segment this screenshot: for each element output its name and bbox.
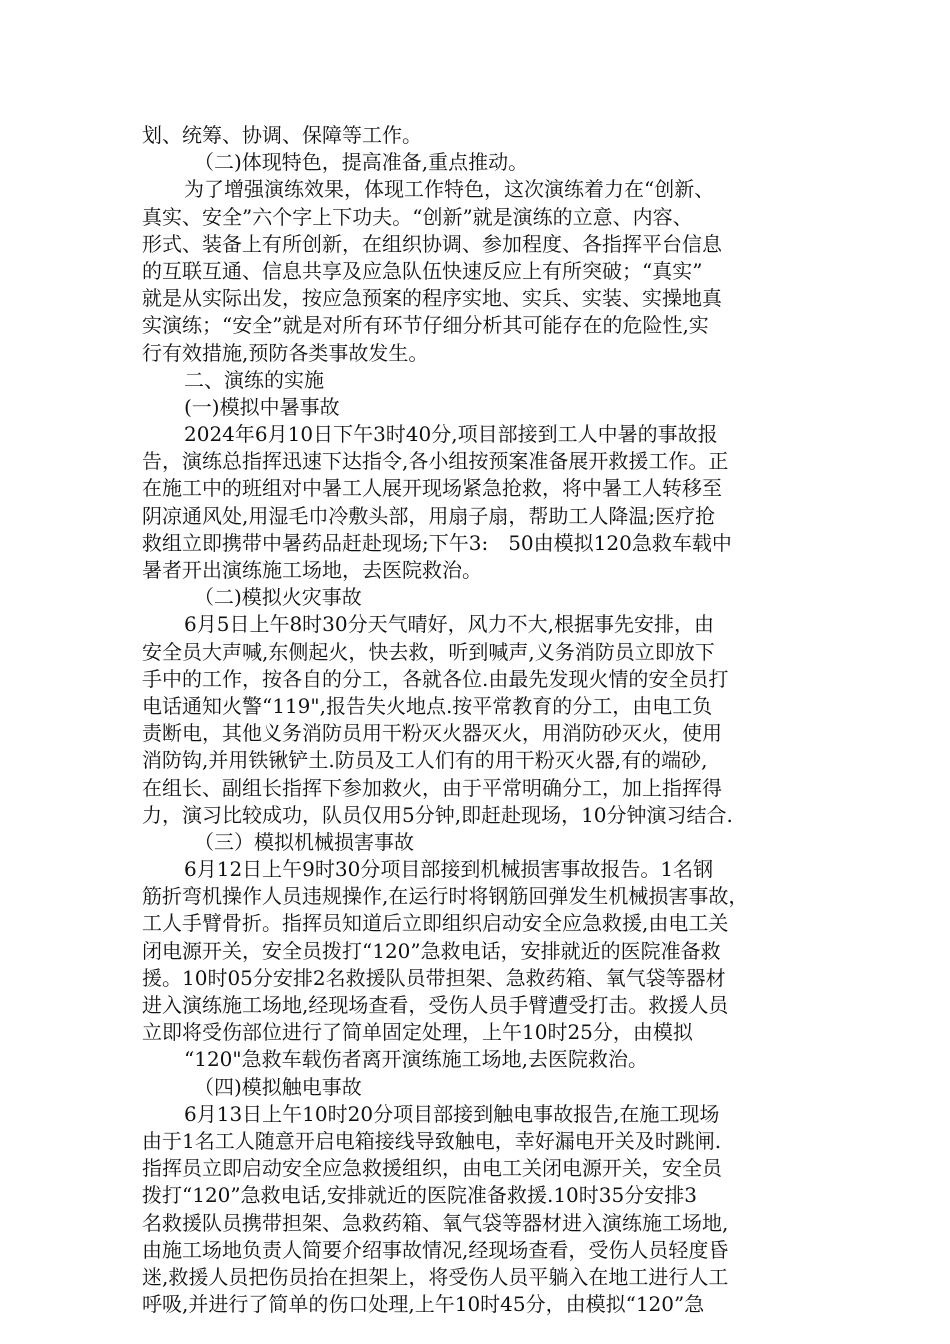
text-line: 工人手臂骨折。指挥员知道后立即组织启动安全应急救援,由电工关	[142, 911, 729, 936]
text-line: 形式、装备上有所创新，在组织协调、参加程度、各指挥平台信息	[142, 231, 722, 256]
text-line: (一)模拟中暑事故	[184, 394, 340, 419]
text-line: 电话通知火警“119",报告失火地点.按平常教育的分工，由电工负	[142, 693, 713, 718]
text-line: 的互联互通、信息共享及应急队伍快速反应上有所突破；“真实”	[142, 258, 703, 283]
text-line: 划、统筹、协调、保障等工作。	[142, 123, 422, 147]
text-line: 手中的工作，按各自的分工，各就各位.由最先发现火情的安全员打	[142, 666, 729, 691]
text-line: 阴凉通风处,用湿毛巾冷敷头部，用扇子扇，帮助工人降温;医疗抢	[142, 503, 716, 528]
text-line: 在施工中的班组对中暑工人展开现场紧急抢救，将中暑工人转移至	[142, 476, 722, 501]
document-page	[142, 122, 810, 1318]
text-line: 6月5日上午8时30分天气晴好，风力不大,根据事先安排，由	[184, 612, 714, 637]
text-line: 在组长、副组长指挥下参加救火，由于平常明确分工，加上指挥得	[142, 775, 722, 800]
text-line: （二)模拟火灾事故	[194, 585, 362, 610]
text-line: 闭电源开关，安全员拨打“120”急救电话，安排就近的医院准备救	[142, 938, 721, 963]
text-line: （三）模拟机械损害事故	[194, 829, 414, 854]
text-line: 力，演习比较成功，队员仅用5分钟,即赶赴现场，10分钟演习结合.	[142, 802, 733, 827]
text-line: 指挥员立即启动安全应急救援组织，由电工关闭电源开关，安全员	[142, 1156, 722, 1181]
text-line: 6月13日上午10时20分项目部接到触电事故报告,在施工现场	[184, 1101, 720, 1126]
text-line: 就是从实际出发，按应急预案的程序实地、实兵、实装、实操地真	[142, 286, 722, 311]
text-line: 消防钩,并用铁锹铲土.防员及工人们有的用干粉灭火器,有的端砂,	[142, 748, 708, 773]
text-line: 由于1名工人随意开启电箱接线导致触电，幸好漏电开关及时跳闸.	[142, 1128, 722, 1153]
text-line: 为了增强演练效果，体现工作特色，这次演练着力在“创新、	[184, 177, 715, 202]
text-line: 进入演练施工场地,经现场查看，受伤人员手臂遭受打击。救援人员	[142, 993, 729, 1017]
text-line: 安全员大声喊,东侧起火，快去救，听到喊声,义务消防员立即放下	[142, 639, 715, 664]
text-line: 由施工场地负责人简要介绍事故情况,经现场查看，受伤人员轻度昏	[142, 1237, 729, 1262]
text-line: “120"急救车载伤者离开演练施工场地,去医院救治。	[184, 1047, 648, 1072]
text-line: 拨打“120”急救电话,安排就近的医院准备救援.10时35分安排3	[142, 1183, 697, 1208]
document-body	[142, 122, 810, 1318]
text-line: 暑者开出演练施工场地，去医院救治。	[142, 558, 482, 582]
text-line: 行有效措施,预防各类事故发生。	[142, 340, 429, 365]
text-line: 援。10时05分安排2名救援队员带担架、急救药箱、氧气袋等器材	[142, 965, 726, 990]
text-line: 救组立即携带中暑药品赶赴现场;下午3: 50由模拟120急救车载中	[142, 530, 732, 555]
text-line: 筋折弯机操作人员违规操作,在运行时将钢筋回弹发生机械损害事故，	[142, 884, 749, 909]
text-line: 二、演练的实施	[184, 367, 324, 392]
text-line: 呼吸,并进行了简单的伤口处理,上午10时45分，由模拟“120”急	[142, 1292, 705, 1317]
text-line: （二)体现特色，提高准备,重点推动。	[194, 150, 529, 175]
text-line: 告，演练总指挥迅速下达指令,各小组按预案准备展开救援工作。正	[142, 449, 729, 474]
text-line: 名救援队员携带担架、急救药箱、氧气袋等器材进入演练施工场地,	[142, 1210, 729, 1235]
text-line: 2024年6月10日下午3时40分,项目部接到工人中暑的事故报	[184, 422, 718, 447]
text-line: 立即将受伤部位进行了简单固定处理，上午10时25分，由模拟	[142, 1020, 693, 1045]
text-line: 实演练；“安全”就是对所有环节仔细分析其可能存在的危险性,实	[142, 313, 709, 338]
text-line: 责断电，其他义务消防员用干粉灭火器灭火，用消防砂灭火，使用	[142, 721, 722, 746]
text-line: 真实、安全”六个字上下功夫。“创新”就是演练的立意、内容、	[142, 204, 693, 229]
text-line: 6月12日上午9时30分项目部接到机械损害事故报告。1名钢	[184, 857, 714, 882]
text-line: 迷,救援人员把伤员抬在担架上，将受伤人员平躺入在地工进行人工	[142, 1264, 729, 1289]
text-line: （四)模拟触电事故	[194, 1074, 362, 1099]
